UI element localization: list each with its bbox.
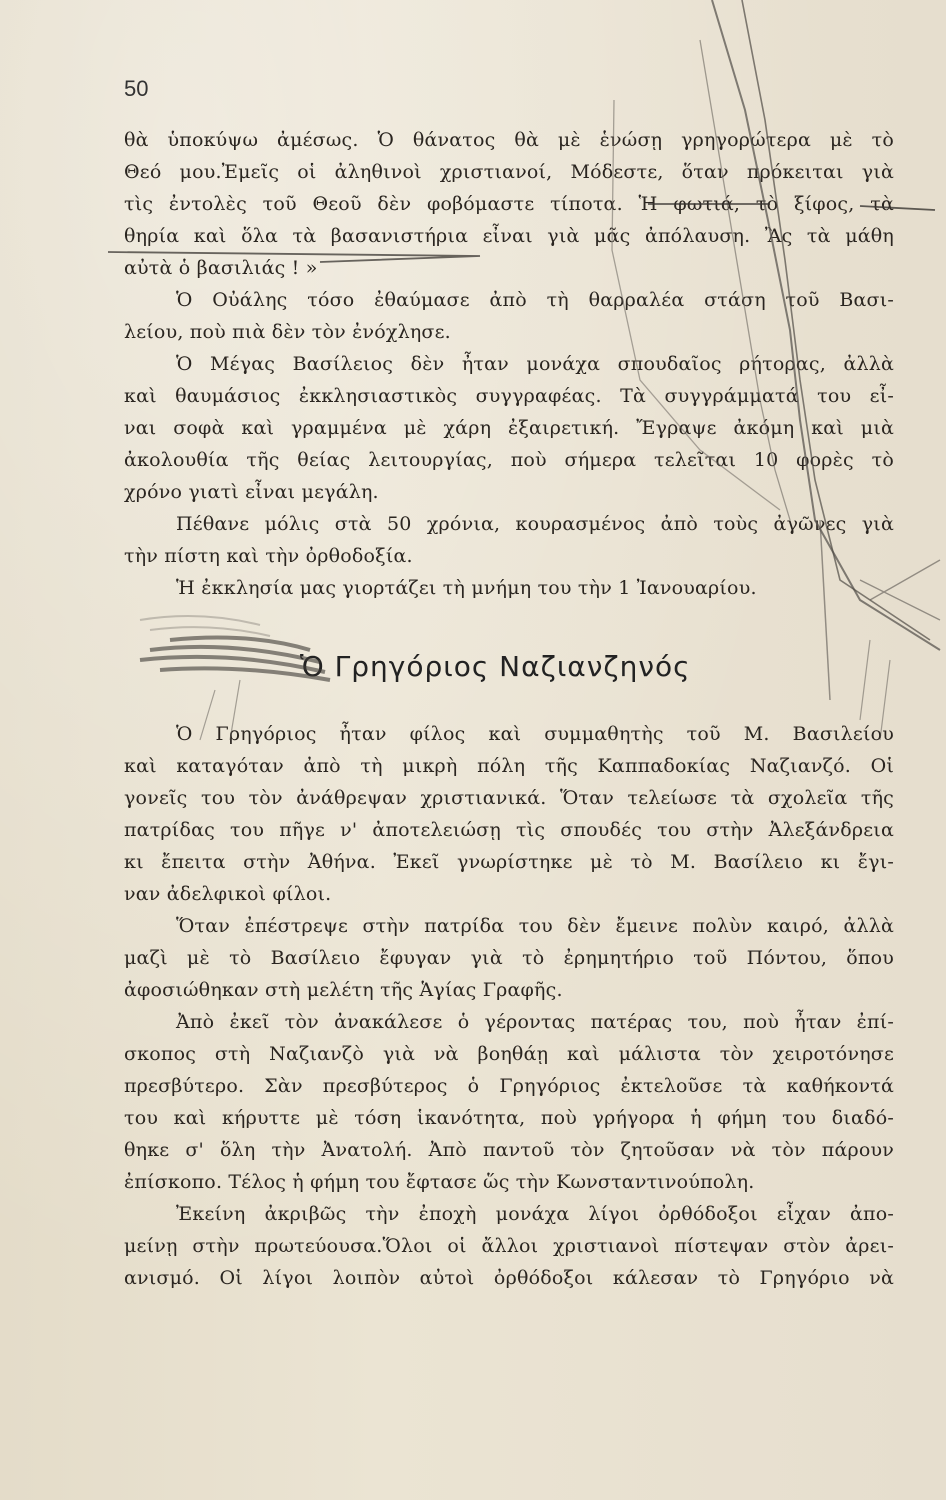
text-line: ναν ἀδελφικοὶ φίλοι.	[124, 883, 332, 905]
text-line: μαζὶ μὲ τὸ Βασίλειο ἔφυγαν γιὰ τὸ ἐρημητήριο τοῦ Πόντου, ὅπου	[124, 947, 894, 969]
text-line: Ἡ ἐκκλησία μας γιορτάζει τὴ μνήμη του τὴν 1 Ἰανουαρίου.	[176, 577, 757, 599]
pencil-light-scribble	[140, 616, 270, 636]
text-line: Πέθανε μόλις στὰ 50 χρόνια, κουρασμένος ἀπὸ τοὺς ἀγῶνες γιὰ	[176, 513, 894, 535]
text-line: ἀκολουθία τῆς θείας λειτουργίας, ποὺ σήμερα τελεῖται 10 φορὲς τὸ	[124, 449, 894, 471]
text-line: κι ἔπειτα στὴν Ἀθήνα. Ἐκεῖ γνωρίστηκε μὲ τὸ Μ. Βασίλειο κι ἔγι-	[124, 851, 894, 873]
text-line: μείνῃ στὴν πρωτεύουσα.Ὅλοι οἱ ἄλλοι χριστιανοὶ πίστεψαν στὸν ἀρει-	[124, 1235, 894, 1257]
text-line: πατρίδας του πῆγε ν' ἀποτελειώσῃ τὶς σπουδές του στὴν Ἀλεξάνδρεια	[124, 819, 894, 841]
text-line: Ὁ Μέγας Βασίλειος δὲν ἦταν μονάχα σπουδαῖος ρήτορας, ἀλλὰ	[176, 353, 894, 375]
text-line: τὴν πίστη καὶ τὴν ὀρθοδοξία.	[124, 545, 413, 567]
text-line: ανισμό. Οἱ λίγοι λοιπὸν αὐτοὶ ὀρθόδοξοι κάλεσαν τὸ Γρηγόριο νὰ	[124, 1267, 894, 1289]
text-line: αὐτὰ ὁ βασιλιάς ! »	[124, 257, 318, 279]
text-line: Ὁ Οὐάλης τόσο ἐθαύμασε ἀπὸ τὴ θαρραλέα στάση τοῦ Βασι-	[176, 289, 894, 311]
text-line: καὶ θαυμάσιος ἐκκλησιαστικὸς συγγραφέας. Τὰ συγγράμματά του εἶ-	[124, 385, 894, 407]
text-line: Ἐκείνη ἀκριβῶς τὴν ἐποχὴ μονάχα λίγοι ὀρθόδοξοι εἶχαν ἀπο-	[176, 1203, 894, 1225]
text-line: του καὶ κήρυττε μὲ τόση ἱκανότητα, ποὺ γρήγορα ἡ φήμη του διαδό-	[124, 1107, 894, 1129]
text-line: θηρία καὶ ὅλα τὰ βασανιστήρια εἶναι γιὰ μᾶς ἀπόλαυση. Ἂς τὰ μάθη	[124, 225, 894, 247]
text-section-basil	[124, 124, 894, 604]
section-heading: Ὁ Γρηγόριος Ναζιανζηνός	[300, 650, 691, 683]
text-line: χρόνο γιατὶ εἶναι μεγάλη.	[124, 481, 379, 503]
text-line: τὶς ἐντολὲς τοῦ Θεοῦ δὲν φοβόμαστε τίποτα. Ἡ φωτιά, τὸ ξίφος, τὰ	[124, 193, 894, 215]
text-line: πρεσβύτερο. Σὰν πρεσβύτερος ὁ Γρηγόριος ἐκτελοῦσε τὰ καθήκοντά	[124, 1075, 894, 1097]
text-line: Ἀπὸ ἐκεῖ τὸν ἀνακάλεσε ὁ γέροντας πατέρας του, ποὺ ἦταν ἐπί-	[176, 1011, 894, 1033]
text-line: ἐπίσκοπο. Τέλος ἡ φήμη του ἔφτασε ὥς τὴν Κωνσταντινούπολη.	[124, 1171, 755, 1193]
page-number: 50	[124, 76, 149, 101]
text-line: θηκε σ' ὅλη τὴν Ἀνατολή. Ἀπὸ παντοῦ τὸν ζητοῦσαν νὰ τὸν πάρουν	[124, 1139, 894, 1161]
text-line: σκοπος στὴ Ναζιανζὸ γιὰ νὰ βοηθάῃ καὶ μάλιστα τὸν χειροτόνησε	[124, 1043, 894, 1065]
text-line: ναι σοφὰ καὶ γραμμένα μὲ χάρη ἐξαιρετική. Ἔγραψε ἀκόμη καὶ μιὰ	[124, 417, 894, 439]
text-section-gregory	[124, 718, 894, 1294]
text-line: καὶ καταγόταν ἀπὸ τὴ μικρὴ πόλη τῆς Καππαδοκίας Ναζιανζό. Οἱ	[124, 755, 894, 777]
text-line: Ὅταν ἐπέστρεψε στὴν πατρίδα του δὲν ἔμεινε πολὺν καιρό, ἀλλὰ	[176, 915, 894, 937]
text-line: θὰ ὑποκύψω ἀμέσως. Ὁ θάνατος θὰ μὲ ἑνώσῃ γρηγορώτερα μὲ τὸ	[124, 129, 894, 151]
text-line: Θεό μου.Ἐμεῖς οἱ ἀληθινοὶ χριστιανοί, Μόδεστε, ὅταν πρόκειται γιὰ	[124, 161, 894, 183]
text-line: Ὁ Γρηγόριος ἦταν φίλος καὶ συμμαθητὴς τοῦ Μ. Βασιλείου	[176, 723, 894, 745]
text-line: λείου, ποὺ πιὰ δὲν τὸν ἐνόχλησε.	[124, 321, 451, 343]
text-line: ἀφοσιώθηκαν στὴ μελέτη τῆς Ἁγίας Γραφῆς.	[124, 979, 563, 1001]
text-line: γονεῖς του τὸν ἀνάθρεψαν χριστιανικά. Ὅταν τελείωσε τὰ σχολεῖα τῆς	[124, 787, 894, 809]
